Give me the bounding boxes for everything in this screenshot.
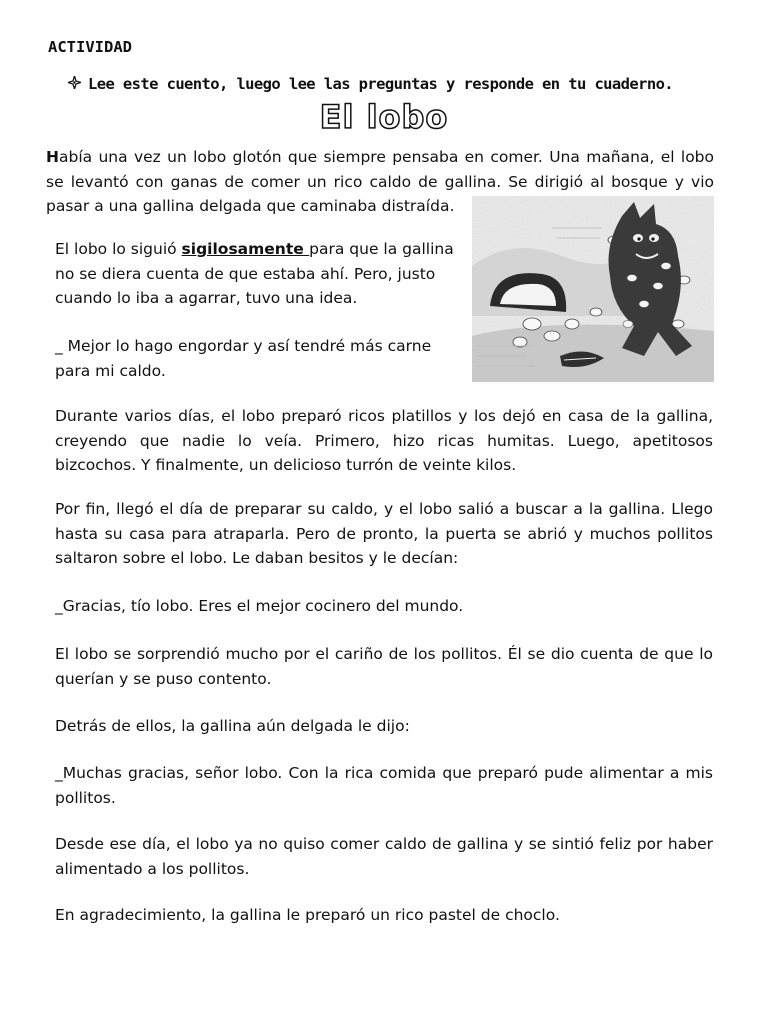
paragraph-gratitude: En agradecimiento, la gallina le preparó un rico pastel de choclo. (55, 906, 560, 924)
activity-heading: ACTIVIDAD (48, 38, 132, 56)
diamond-bullet-icon (68, 75, 82, 93)
story-title: El lobo (319, 98, 449, 136)
paragraph-happy-ending: Desde ese día, el lobo ya no quiso comer caldo de gallina y se sintió feliz por haber alimentado a los pollitos. (55, 835, 713, 878)
paragraph-chicks-thanks: _Gracias, tío lobo. Eres el mejor cocinero del mundo. (55, 597, 464, 615)
paragraph-wolf-idea: _ Mejor lo hago engordar y así tendré más carne para mi caldo. (55, 337, 432, 380)
instruction-line (68, 75, 673, 93)
drop-cap: H (46, 148, 59, 166)
paragraph-following (55, 237, 465, 311)
vocabulary-word: sigilosamente (181, 240, 310, 258)
intro-text: abía una vez un lobo glotón que siempre pensaba en comer. Una mañana, el lobo se levantó con ganas de comer un rico caldo de gallina. Se dirigió al bosque y vio pasar a una gallina delgada que caminaba distraída. (46, 148, 714, 215)
paragraph-surprise: El lobo se sorprendió mucho por el cariño de los pollitos. Él se dio cuenta de que lo querían y se puso contento. (55, 645, 713, 688)
paragraph-cooking: Durante varios días, el lobo preparó ricos platillos y los dejó en casa de la gallina, creyendo que nadie lo veía. Primero, hizo ricas humitas. Luego, apetitosos bizcochos. Y finalmente, un delicioso turrón de veinte kilos. (55, 407, 713, 474)
paragraph-hen-thanks: _Muchas gracias, señor lobo. Con la rica comida que preparó pude alimentar a mis pollitos. (55, 764, 713, 807)
paragraph-arrival: Por fin, llegó el día de preparar su caldo, y el lobo salió a buscar a la gallina. Llego hasta su casa para atraparla. Pero de pronto, la puerta se abrió y muchos pollitos saltaron sobre el lobo. Le daban besitos y le decían: (55, 500, 713, 567)
paragraph-following-start: El lobo lo siguió (55, 240, 182, 258)
paragraph-following-end: para que la gallina no se diera cuenta de que estaba ahí. Pero, justo cuando lo iba a agarrar, tuvo una idea. (55, 240, 454, 307)
wolf-with-chicks-illustration (472, 196, 714, 382)
paragraph-hen-speaks: Detrás de ellos, la gallina aún delgada le dijo: (55, 717, 410, 735)
instruction-text: Lee este cuento, luego lee las preguntas y responde en tu cuaderno. (88, 75, 674, 93)
